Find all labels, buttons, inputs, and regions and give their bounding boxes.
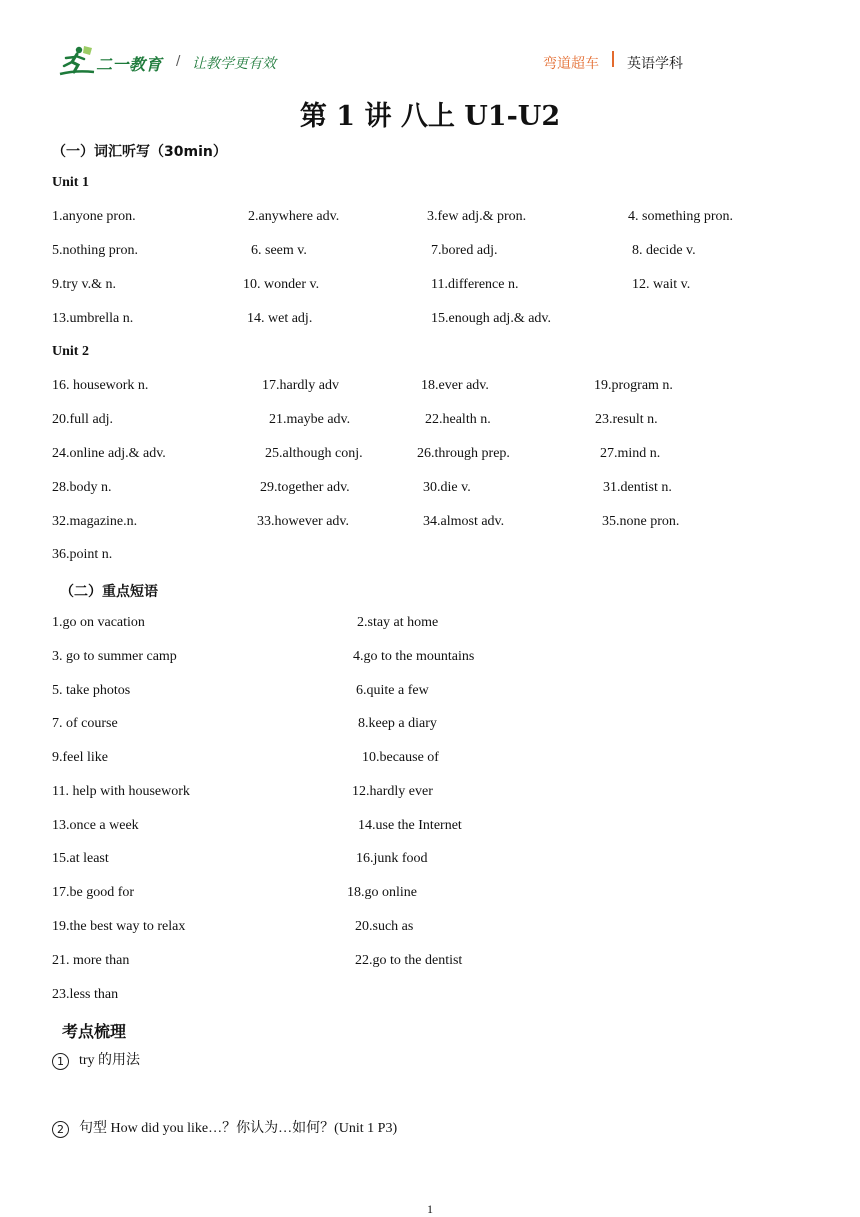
vocab-item: 21.maybe adv. xyxy=(269,412,351,427)
phrase-item: 8.keep a diary xyxy=(358,716,437,731)
kaodian-item xyxy=(52,1053,140,1070)
vocab-item: 12. wait v. xyxy=(632,277,691,292)
vocab-item: 32.magazine.n. xyxy=(52,514,138,529)
vocab-item: 30.die v. xyxy=(423,480,471,495)
vocab-item: 17.hardly adv xyxy=(262,378,339,393)
vocab-item: 27.mind n. xyxy=(600,446,661,461)
kaodian-heading: 考点梳理 xyxy=(62,1022,127,1041)
vocab-item: 1.anyone pron. xyxy=(52,209,136,224)
header-divider xyxy=(612,51,614,67)
vocab-item: 10. wonder v. xyxy=(243,277,320,292)
vocab-item: 6. seem v. xyxy=(251,243,307,258)
phrases-heading: （二）重点短语 xyxy=(60,584,158,600)
phrase-item: 22.go to the dentist xyxy=(355,953,463,968)
page-title: 第 1 讲 八上 U1-U2 xyxy=(299,101,561,132)
vocab-item: 2.anywhere adv. xyxy=(248,209,340,224)
phrase-item: 9.feel like xyxy=(52,750,108,765)
unit2-label: Unit 2 xyxy=(52,344,89,359)
vocab-item: 14. wet adj. xyxy=(247,311,313,326)
vocab-item: 20.full adj. xyxy=(52,412,114,427)
vocab-item: 26.through prep. xyxy=(417,446,510,461)
circled-number: 1 xyxy=(52,1053,69,1070)
vocab-item: 28.body n. xyxy=(52,480,112,495)
vocab-item: 8. decide v. xyxy=(632,243,696,258)
vocab-item: 33.however adv. xyxy=(257,514,350,529)
vocab-item: 16. housework n. xyxy=(52,378,149,393)
phrase-item: 5. take photos xyxy=(52,683,131,698)
vocab-item: 11.difference n. xyxy=(431,277,519,292)
vocab-item: 19.program n. xyxy=(594,378,673,393)
phrase-item: 19.the best way to relax xyxy=(52,919,186,934)
vocab-item: 36.point n. xyxy=(52,547,113,562)
phrase-item: 11. help with housework xyxy=(52,784,190,799)
vocab-item: 29.together adv. xyxy=(260,480,350,495)
running-man-icon xyxy=(56,44,96,78)
phrase-item: 12.hardly ever xyxy=(352,784,433,799)
header-brand: 弯道超车 xyxy=(543,56,599,72)
kaodian-item-text: 句型 How did you like…？你认为…如何？(Unit 1 P3) xyxy=(79,1121,398,1136)
vocab-item: 5.nothing pron. xyxy=(52,243,138,258)
phrase-item: 6.quite a few xyxy=(356,683,429,698)
vocab-item: 15.enough adj.& adv. xyxy=(431,311,552,326)
vocab-item: 13.umbrella n. xyxy=(52,311,134,326)
phrase-item: 15.at least xyxy=(52,851,109,866)
phrase-item: 13.once a week xyxy=(52,818,139,833)
phrase-item: 4.go to the mountains xyxy=(353,649,475,664)
vocab-item: 22.health n. xyxy=(425,412,491,427)
vocab-item: 25.although conj. xyxy=(265,446,363,461)
phrase-item: 17.be good for xyxy=(52,885,135,900)
phrase-item: 10.because of xyxy=(362,750,439,765)
phrase-item: 3. go to summer camp xyxy=(52,649,177,664)
vocab-item: 31.dentist n. xyxy=(603,480,672,495)
vocab-item: 18.ever adv. xyxy=(421,378,489,393)
vocab-item: 3.few adj.& pron. xyxy=(427,209,527,224)
vocab-heading: （一）词汇听写（30min） xyxy=(52,144,227,160)
phrase-item: 7. of course xyxy=(52,716,118,731)
vocab-item: 35.none pron. xyxy=(602,514,680,529)
header-slogan: 让教学更有效 xyxy=(192,56,276,72)
circled-number: 2 xyxy=(52,1121,69,1138)
kaodian-item-text: try 的用法 xyxy=(79,1053,141,1068)
logo-text: 二一教育 xyxy=(96,55,163,74)
vocab-item: 7.bored adj. xyxy=(431,243,498,258)
kaodian-item xyxy=(52,1121,397,1138)
header-subject: 英语学科 xyxy=(627,56,683,72)
phrase-item: 18.go online xyxy=(347,885,417,900)
phrase-item: 14.use the Internet xyxy=(358,818,462,833)
vocab-item: 34.almost adv. xyxy=(423,514,505,529)
phrase-item: 23.less than xyxy=(52,987,119,1002)
phrase-item: 2.stay at home xyxy=(357,615,439,630)
page-number: 1 xyxy=(427,1202,433,1216)
phrase-item: 20.such as xyxy=(355,919,414,934)
phrase-item: 21. more than xyxy=(52,953,130,968)
vocab-item: 4. something pron. xyxy=(628,209,733,224)
unit1-label: Unit 1 xyxy=(52,175,89,190)
header-slash: / xyxy=(176,54,181,69)
vocab-item: 23.result n. xyxy=(595,412,658,427)
vocab-item: 9.try v.& n. xyxy=(52,277,117,292)
vocab-item: 24.online adj.& adv. xyxy=(52,446,166,461)
phrase-item: 16.junk food xyxy=(356,851,428,866)
phrase-item: 1.go on vacation xyxy=(52,615,145,630)
